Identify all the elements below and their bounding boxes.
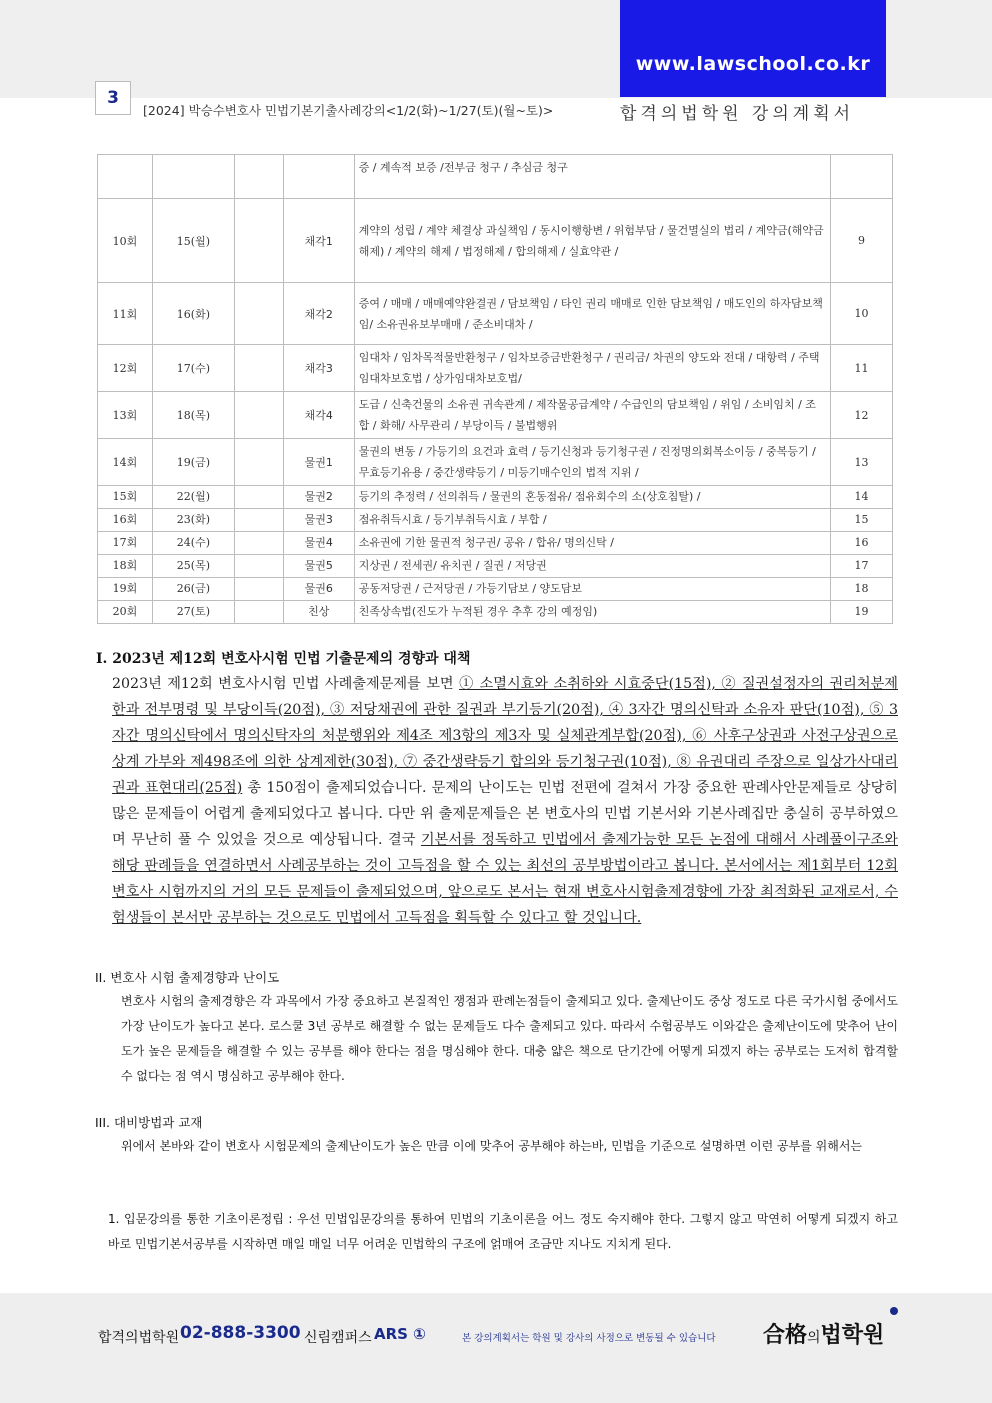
subject-cell <box>283 155 354 199</box>
topics-cell: 계약의 성립 / 계약 체결상 과실책임 / 동시이행항변 / 위험부담 / 물건멸실의 법리 / 계약금(해약금해제) / 계약의 해제 / 법정해제 / 합의해제 / 실효약관 / <box>354 199 830 283</box>
date-cell: 25(목) <box>152 555 234 578</box>
footer-phone[interactable]: 02-888-3300 <box>180 1323 301 1343</box>
subject-cell: 채각4 <box>283 392 354 439</box>
page-cell: 16 <box>831 532 893 555</box>
schedule-row <box>98 532 893 555</box>
document-title: 합격의법학원 강의계획서 <box>620 104 855 124</box>
session-cell: 18회 <box>98 555 153 578</box>
date-cell: 16(화) <box>152 283 234 345</box>
topics-cell: 지상권 / 전세권/ 유치권 / 질권 / 저당권 <box>354 555 830 578</box>
logo-particle: 의 <box>807 1330 821 1346</box>
schedule-row <box>98 601 893 624</box>
schedule-table <box>97 154 893 624</box>
website-banner[interactable] <box>620 0 886 97</box>
topics-cell: 소유권에 기한 물권적 청구권/ 공유 / 합유/ 명의신탁 / <box>354 532 830 555</box>
section-1-heading: I. 2023년 제12회 변호사시험 민법 기출문제의 경향과 대책 <box>96 651 471 667</box>
schedule-row <box>98 345 893 392</box>
website-url[interactable]: www.lawschool.co.kr <box>635 53 871 75</box>
session-cell: 10회 <box>98 199 153 283</box>
schedule-row <box>98 555 893 578</box>
section-1-middle: 총 150점이 출제되었습니다. 문제의 난이도는 민법 전편에 걸쳐서 가장 중요한 판례사안문제들로 상당히 많은 문제들이 어렵게 출제되었다고 봅니다. 다만 위 출제문제들은 본 변호사의 민법 기본서와 기본사례집만 충실히 공부하였으며 무난히 풀 수 있었을 것으로 예상됩니다. 결국 <box>112 780 898 848</box>
page-cell: 10 <box>831 283 893 345</box>
section-3-item-1: 1. 입문강의를 통한 기초이론정립 : 우선 민법입문강의를 통하여 민법의 기초이론을 어느 정도 숙지해야 한다. 그렇지 않고 막연히 어떻게 되겠지 하고 바로 민법기본서공부를 시작하면 매일 매일 너무 어려운 민법학의 구조에 얽매여 조금만 지나도 지치게 된다. <box>108 1212 898 1251</box>
footer-notice: 본 강의계획서는 학원 및 강사의 사정으로 변동될 수 있습니다 <box>462 1333 716 1344</box>
blank-cell <box>234 555 283 578</box>
date-cell: 27(토) <box>152 601 234 624</box>
subject-cell: 채각1 <box>283 199 354 283</box>
subject-cell: 물권5 <box>283 555 354 578</box>
date-cell: 15(월) <box>152 199 234 283</box>
session-cell <box>98 155 153 199</box>
topics-cell: 공동저당권 / 근저당권 / 가등기담보 / 양도담보 <box>354 578 830 601</box>
blank-cell <box>234 486 283 509</box>
topics-cell: 임대차 / 임차목적물반환청구 / 임차보증금반환청구 / 권리금/ 차권의 양도와 전대 / 대항력 / 주택임대차보호법 / 상가임대차보호법/ <box>354 345 830 392</box>
section-3-body: 위에서 본바와 같이 변호사 시험문제의 출제난이도가 높은 만큼 이에 맞추어 공부해야 하는바, 민법을 기준으로 설명하면 이런 공부를 위해서는 <box>121 1139 863 1153</box>
section-1-body <box>112 671 898 931</box>
footer-ars: ARS ① <box>374 1325 426 1343</box>
page-cell: 15 <box>831 509 893 532</box>
blank-cell <box>234 439 283 486</box>
date-cell <box>152 155 234 199</box>
topics-cell: 도급 / 신축건물의 소유권 귀속관계 / 제작물공급계약 / 수급인의 담보책임 / 위임 / 소비임치 / 조합 / 화해/ 사무관리 / 부당이득 / 불법행위 <box>354 392 830 439</box>
logo-end: 법학원 <box>820 1323 885 1348</box>
session-cell: 12회 <box>98 345 153 392</box>
date-cell: 23(화) <box>152 509 234 532</box>
academy-logo[interactable] <box>763 1318 884 1349</box>
topics-cell: 친족상속법(진도가 누적된 경우 추후 강의 예정임) <box>354 601 830 624</box>
page-cell: 13 <box>831 439 893 486</box>
subject-cell: 채각2 <box>283 283 354 345</box>
blank-cell <box>234 345 283 392</box>
session-cell: 14회 <box>98 439 153 486</box>
logo-dot-icon <box>890 1307 898 1315</box>
subject-cell: 물권1 <box>283 439 354 486</box>
date-cell: 22(월) <box>152 486 234 509</box>
blank-cell <box>234 532 283 555</box>
logo-main: 合格 <box>763 1323 808 1348</box>
page-cell: 19 <box>831 601 893 624</box>
topics-cell: 물권의 변동 / 가등기의 요건과 효력 / 등기신청과 등기청구권 / 진정명의회복소이등 / 중복등기 / 무효등기유용 / 중간생략등기 / 미등기매수인의 법적 지위 / <box>354 439 830 486</box>
schedule-row <box>98 199 893 283</box>
subject-cell: 물권2 <box>283 486 354 509</box>
subject-cell: 물권3 <box>283 509 354 532</box>
page-number: 3 <box>95 81 131 115</box>
page-cell <box>831 155 893 199</box>
blank-cell <box>234 155 283 199</box>
topics-cell: 증여 / 매매 / 매매예약완결권 / 담보책임 / 타인 권리 매매로 인한 담보책임 / 매도인의 하자담보책임/ 소유권유보부매매 / 준소비대차 / <box>354 283 830 345</box>
topics-cell: 증 / 계속적 보증 /전부금 청구 / 추심금 청구 <box>354 155 830 199</box>
section-1-intro: 2023년 제12회 변호사시험 민법 사례출제문제를 보면 <box>112 676 460 692</box>
session-cell: 20회 <box>98 601 153 624</box>
date-cell: 19(금) <box>152 439 234 486</box>
session-cell: 15회 <box>98 486 153 509</box>
session-cell: 13회 <box>98 392 153 439</box>
schedule-row <box>98 578 893 601</box>
date-cell: 17(수) <box>152 345 234 392</box>
topics-cell: 점유취득시효 / 등기부취득시효 / 부합 / <box>354 509 830 532</box>
page-cell: 14 <box>831 486 893 509</box>
footer-academy-name: 합격의법학원 <box>98 1330 180 1346</box>
session-cell: 19회 <box>98 578 153 601</box>
session-cell: 17회 <box>98 532 153 555</box>
subject-cell: 채각3 <box>283 345 354 392</box>
footer-campus: 신림캠퍼스 <box>304 1330 372 1346</box>
session-cell: 11회 <box>98 283 153 345</box>
date-cell: 26(금) <box>152 578 234 601</box>
blank-cell <box>234 509 283 532</box>
page-cell: 12 <box>831 392 893 439</box>
page-cell: 17 <box>831 555 893 578</box>
blank-cell <box>234 392 283 439</box>
section-1-conclusion: 기본서를 정독하고 민법에서 출제가능한 모든 논점에 대해서 사례풀이구조와 해당 판례들을 연결하면서 사례공부하는 것이 고득점을 할 수 있는 최선의 공부방법이라고 봅니다. 본서에서는 제1회부터 12회 변호사 시험까지의 거의 모든 문제들이 출제되었으며, 앞으로도 본서는 현재 변호사시험출제경향에 가장 최적화된 교재로서, 수험생들이 본서만 공부하는 것으로도 민법에서 고득점을 획득할 수 있다고 할 것입니다. <box>112 832 898 926</box>
page-cell: 9 <box>831 199 893 283</box>
section-3-heading: III. 대비방법과 교재 <box>95 1115 203 1130</box>
schedule-row <box>98 439 893 486</box>
date-cell: 18(목) <box>152 392 234 439</box>
section-2-body: 변호사 시험의 출제경향은 각 과목에서 가장 중요하고 본질적인 쟁점과 판례논점들이 출제되고 있다. 출제난이도 중상 정도로 다른 국가시험 중에서도 가장 난이도가 높다고 본다. 로스쿨 3년 공부로 해결할 수 없는 문제들도 다수 출제되고 있다. 따라서 수험공부도 이와같은 출제난이도에 맞추어 난이도가 높은 문제들을 해결할 수 있는 공부를 해야 한다는 점을 명심해야 한다. 대충 얇은 책으로 단기간에 어떻게 되겠지 하는 공부로는 도저히 합격할 수 없다는 점 역시 명심하고 공부해야 한다. <box>121 994 898 1083</box>
section-2-heading: II. 변호사 시험 출제경향과 난이도 <box>95 970 280 985</box>
page-cell: 18 <box>831 578 893 601</box>
subject-cell: 물권6 <box>283 578 354 601</box>
course-title: [2024] 박승수변호사 민법기본기출사례강의<1/2(화)~1/27(토)(월~토)> <box>143 103 554 118</box>
section-1-exam-topics: ① 소멸시효와 소취하와 시효중단(15점), ② 질권설정자의 권리처분제한과 전부명령 및 부당이득(20점), ③ 저당채권에 관한 질권과 부기등기(20점), ④ 3자간 명의신탁과 소유자 판단(10점), ⑤ 3자간 명의신탁에서 명의신탁자의 처분행위와 제4조 제3항의 제3자 및 실체관계부합(20점), ⑥ 사후구상권과 사전구상권으로 상계 가부와 제498조에 의한 상계제한(30점), ⑦ 중간생략등기 합의와 등기청구권(10점), ⑧ 유권대리 주장으로 일상가사대리권과 표현대리(25점) <box>112 676 899 796</box>
blank-cell <box>234 283 283 345</box>
schedule-row <box>98 283 893 345</box>
blank-cell <box>234 578 283 601</box>
session-cell: 16회 <box>98 509 153 532</box>
subject-cell: 친상 <box>283 601 354 624</box>
subject-cell: 물권4 <box>283 532 354 555</box>
page-cell: 11 <box>831 345 893 392</box>
schedule-row <box>98 486 893 509</box>
schedule-row <box>98 392 893 439</box>
schedule-row <box>98 155 893 199</box>
blank-cell <box>234 199 283 283</box>
topics-cell: 등기의 추정력 / 선의취득 / 물권의 혼동점유/ 점유회수의 소(상호침탈) / <box>354 486 830 509</box>
blank-cell <box>234 601 283 624</box>
schedule-row <box>98 509 893 532</box>
date-cell: 24(수) <box>152 532 234 555</box>
